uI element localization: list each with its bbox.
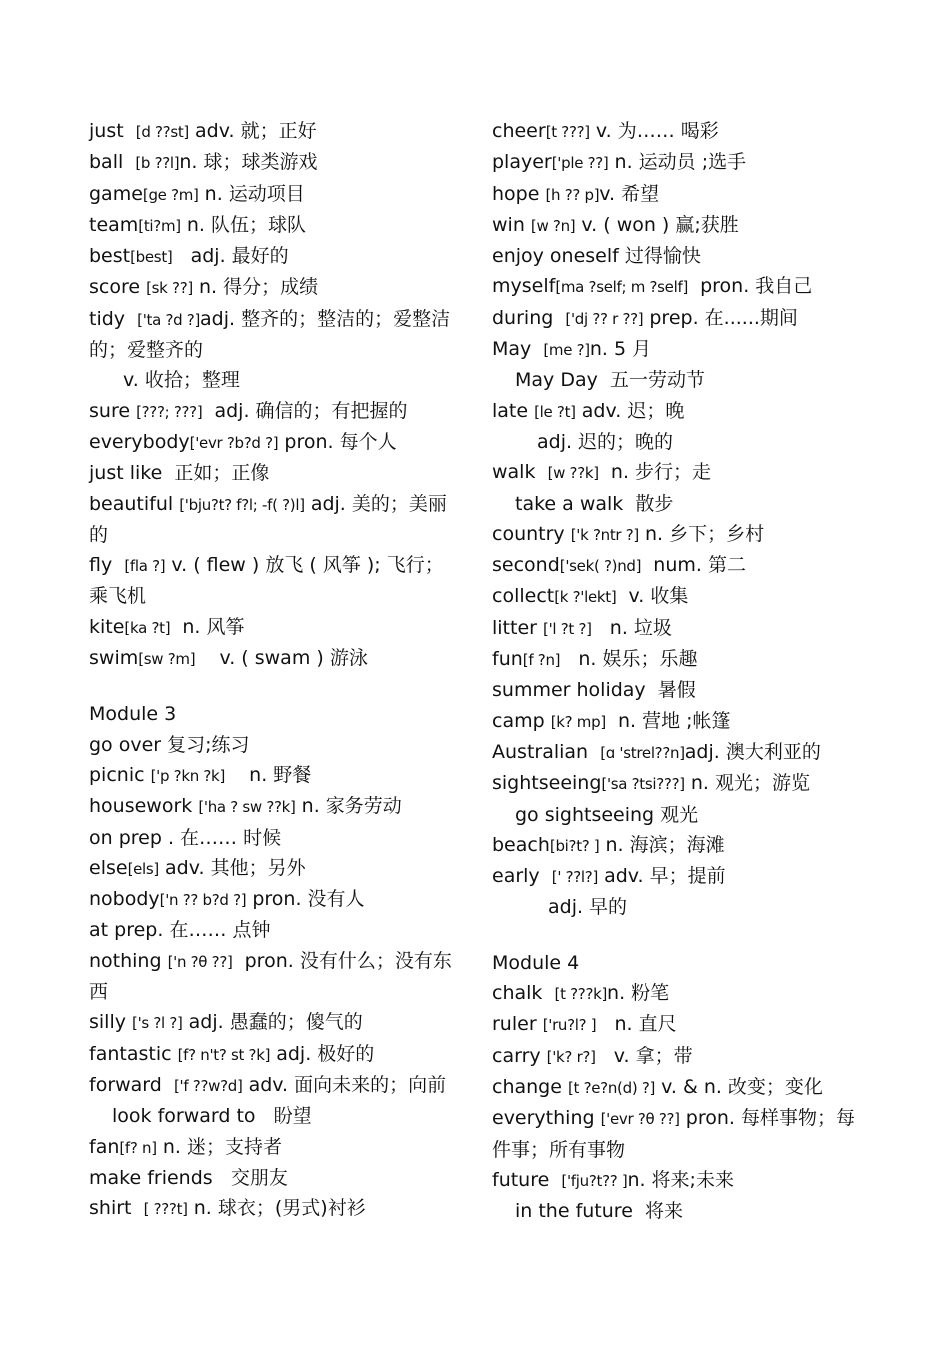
entry-ipa: [k ?'lekt] [554,588,617,607]
entry-meaning: pron. 我自己 [700,275,813,298]
entry-meaning: 过得愉快 [624,245,701,268]
entry-word: best [89,245,131,268]
entry-word: hope [492,182,540,205]
entry-meaning: n. 得分；成绩 [198,276,319,299]
entry-word: ruler [492,1013,537,1036]
entry-meaning: 盼望 [273,1105,312,1128]
entry-meaning: adv. 就；正好 [195,120,317,142]
entry-ipa: [w ??k] [547,464,599,483]
entry-meaning: prep. 在......期间 [649,306,798,329]
entry-word: Australian [492,740,589,763]
entry-word: fan [89,1135,120,1158]
vocab-entry [89,147,461,178]
entry-ipa: ['evr ?θ ??] [600,1110,680,1129]
section-gap [492,923,864,948]
entry-meaning: adj. 确信的；有把握的 [214,399,408,422]
entry-word: in the future [515,1200,633,1223]
entry-meaning: n. 球衣；(男式)衬衫 [193,1197,366,1220]
entry-ipa: [ɑ 'strel??n] [600,743,685,762]
entry-meaning: adv. 早；提前 [604,865,726,888]
entry-meaning: adj. 澳大利亚的 [684,740,821,763]
vocab-entry [492,550,864,581]
entry-ipa: ['ru?l? ] [542,1016,597,1035]
vocab-entry [492,581,864,612]
entry-word: myself [492,275,556,298]
entry-word: just [89,120,124,142]
entry-meaning: 散步 [635,492,674,515]
vocab-entry [89,396,461,427]
entry-meaning: adv. 迟；晚 [581,399,685,422]
vocab-entry [492,116,864,147]
vocab-entry [89,1101,461,1131]
entry-word: during [492,306,554,329]
entry-ipa: ['n ?θ ??] [167,952,233,971]
vocab-entry [492,1041,864,1072]
entry-word: go over [89,733,162,756]
vocab-entry [89,304,461,366]
vocab-entry [89,210,461,241]
vocab-entry [492,427,864,457]
vocab-entry [492,675,864,705]
entry-word: take a walk [515,492,624,515]
vocab-entry [89,730,461,760]
entry-meaning: adj. 极好的 [276,1042,375,1065]
entry-meaning: adj. 美的；美丽的 [89,492,447,546]
entry-word: game [89,182,143,205]
vocab-entry [492,396,864,427]
entry-ipa: ['l ?t ?] [543,619,592,638]
entry-meaning: n. 野餐 [249,763,312,786]
right-column [492,116,864,1226]
entry-meaning: v. 希望 [599,182,660,205]
entry-meaning: v. 收拾；整理 [123,369,240,392]
entry-meaning: num. 第二 [653,554,746,577]
vocab-entry [492,1196,864,1226]
entry-meaning: n. 运动员 ;选手 [614,151,747,174]
entry-word: forward [89,1073,162,1096]
vocab-entry [89,427,461,458]
entry-ipa: [best] [130,248,173,267]
entry-meaning: pron. 没有人 [252,888,365,911]
entry-meaning: v. ( won ) 赢;获胜 [581,213,739,236]
entry-word: ball [89,151,124,174]
entry-ipa: [bi?t? ] [549,836,600,855]
entry-word: enjoy oneself [492,245,619,268]
entry-word: tidy [89,307,126,330]
vocab-entry [89,1070,461,1101]
entry-ipa: [t ?e?n(d) ?] [567,1078,656,1097]
entry-ipa: [sk ??] [146,279,193,298]
vocab-entry [492,303,864,334]
entry-word: look forward to [112,1105,256,1128]
module-4-heading: Module 4 [492,951,580,974]
entry-ipa: ['n ?? b?d ?] [159,891,247,910]
vocab-entry [492,978,864,1009]
entry-ipa: ['dj ?? r ??] [565,309,644,328]
entry-meaning: adv. 面向未来的；向前 [248,1073,447,1096]
entry-ipa: [???; ???] [136,402,203,421]
vocab-entry [89,760,461,791]
vocab-entry [89,1039,461,1070]
entry-meaning: adv. 其他；另外 [165,856,306,879]
entry-word: nothing [89,949,162,972]
vocab-entry [89,612,461,643]
entry-meaning: pron. 每个人 [284,430,397,453]
entry-ipa: [b ??l] [135,154,180,173]
vocab-entry [492,1009,864,1040]
entry-ipa: ['f ??w?d] [173,1076,243,1095]
entry-meaning: v. ( swam ) 游泳 [219,647,368,670]
entry-meaning: 将来 [644,1200,683,1223]
vocab-entry [89,946,461,1008]
vocab-entry [89,884,461,915]
entry-meaning: n. 直尺 [614,1013,677,1036]
entry-ipa: [fla ?] [124,557,166,576]
entry-meaning: n. 球；球类游戏 [179,151,318,174]
entry-meaning: n. 风筝 [182,615,245,638]
vocab-entry [89,791,461,822]
entry-word: beach [492,833,550,856]
entry-word: carry [492,1044,541,1067]
entry-ipa: ['s ?l ?] [132,1014,183,1033]
entry-meaning: adj. 整齐的；整洁的；爱整洁的；爱整齐的 [89,307,451,362]
entry-word: fantastic [89,1042,172,1065]
entry-ipa: ['p ?kn ?k] [150,766,225,785]
entry-ipa: [t ???] [545,123,590,141]
entry-word: country [492,522,565,545]
entry-word: score [89,276,141,299]
entry-meaning: n. 海滨；海滩 [605,833,725,856]
entry-ipa: [ka ?t] [124,618,171,637]
entry-ipa: [' ??l?] [551,868,599,887]
entry-word: sure [89,399,131,422]
vocab-entry [492,706,864,737]
entry-meaning: 复习;练习 [167,733,250,756]
vocab-entry [492,737,864,768]
entry-word: win [492,213,525,236]
entry-word: walk [492,461,536,484]
entry-ipa: [d ??st] [135,123,189,141]
vocab-entry [89,241,461,272]
entry-meaning: n. 队伍；球队 [186,213,306,236]
entry-meaning: v. 拿；带 [613,1044,693,1067]
entry-meaning: pron. 每样事物；每件事；所有事物 [492,1107,855,1161]
vocab-entry [89,1132,461,1163]
entry-word: early [492,865,540,888]
entry-word: late [492,399,529,422]
vocab-entry [492,457,864,488]
entry-ipa: [le ?t] [534,402,576,421]
vocab-entry [89,489,461,551]
vocab-entry [492,210,864,241]
entry-word: shirt [89,1197,132,1220]
vocab-entry [492,1103,864,1165]
entry-meaning: pron. 没有什么；没有东西 [89,949,452,1004]
entry-word: silly [89,1011,126,1034]
vocab-entry [492,147,864,178]
entry-ipa: ['k ?ntr ?] [570,525,639,544]
entry-meaning: 观光 [660,803,699,826]
entry-ipa: [sw ?m] [138,650,196,669]
vocab-entry [89,458,461,488]
entry-ipa: ['fju?t?? ] [561,1171,628,1190]
entry-ipa: ['k? r?] [546,1047,596,1066]
entry-word: player [492,151,552,174]
vocab-entry [89,915,461,945]
vocab-entry [89,823,461,853]
vocab-entry [492,644,864,675]
entry-meaning: n. 观光；游览 [690,772,810,795]
entry-meaning: 五一劳动节 [609,369,705,392]
entry-word: else [89,856,128,879]
entry-word: kite [89,615,125,638]
vocab-entry [492,613,864,644]
entry-word: cheer [492,120,546,142]
entry-ipa: [ti?m] [138,216,181,235]
entry-meaning: v. & n. 改变；变化 [661,1075,823,1098]
entry-ipa: [els] [127,859,159,878]
vocab-entry [89,179,461,210]
entry-ipa: [me ?] [543,341,590,360]
entry-word: change [492,1075,562,1098]
entry-word: just like [89,462,163,485]
entry-word: make friends [89,1166,213,1189]
entry-meaning: n. 娱乐；乐趣 [578,648,698,671]
left-column [89,116,461,1224]
entry-meaning: n. 迷；支持者 [162,1135,282,1158]
entry-meaning: adj. 愚蠢的；傻气的 [188,1011,363,1034]
vocab-entry [89,853,461,884]
vocab-entry [89,550,461,612]
entry-word: future [492,1168,550,1191]
entry-meaning: n. 运动项目 [204,182,305,205]
entry-word: on prep . [89,826,174,849]
entry-word: litter [492,616,537,639]
entry-meaning: v. ( flew ) 放飞 ( 风筝 ); 飞行；乘飞机 [89,554,444,608]
entry-word: beautiful [89,492,174,515]
entry-meaning: v. 收集 [628,585,689,608]
entry-ipa: ['ha ? sw ??k] [198,798,296,817]
entry-ipa: [ma ?self; m ?self] [555,278,688,297]
entry-word: nobody [89,888,160,911]
vocab-entry [492,241,864,271]
entry-word: May Day [515,369,598,392]
entry-meaning: 在…… 时候 [180,826,282,849]
entry-meaning: 交朋友 [230,1166,288,1189]
entry-ipa: [h ?? p] [545,185,600,204]
entry-ipa: [t ???k] [554,985,608,1004]
module-3-heading: Module 3 [89,703,177,726]
entry-word: at prep. [89,919,164,942]
vocab-entry [492,334,864,365]
entry-meaning: v. 为…… 喝彩 [595,120,719,142]
entry-ipa: [ ???t] [143,1200,188,1219]
entry-ipa: ['sa ?tsi???] [601,775,685,794]
vocab-entry [492,1165,864,1196]
vocab-entry [492,365,864,395]
entry-meaning: adj. 迟的；晚的 [537,430,674,453]
vocab-entry [89,365,461,395]
entry-meaning: n. 5 月 [589,338,652,361]
entry-meaning: n. 乡下；乡村 [645,522,765,545]
entry-ipa: [f ?n] [522,651,561,670]
vocab-entry [492,519,864,550]
vocab-entry [492,830,864,861]
vocab-entry [492,271,864,302]
entry-ipa: ['sek( ?)nd] [559,557,642,576]
entry-word: fun [492,648,523,671]
entry-word: fly [89,554,113,577]
entry-word: team [89,213,139,236]
entry-meaning: n. 粉笔 [607,982,670,1005]
entry-ipa: ['ple ??] [551,154,609,173]
vocab-entry [89,272,461,303]
vocab-entry [492,861,864,892]
entry-meaning: n. 将来;未来 [627,1168,734,1191]
entry-word: chalk [492,982,543,1005]
entry-ipa: [k? mp] [550,712,606,731]
entry-word: second [492,554,560,577]
entry-meaning: 暑假 [657,679,696,702]
entry-meaning: n. 垃圾 [609,616,672,639]
entry-meaning: n. 家务劳动 [301,795,402,818]
vocab-entry [492,800,864,830]
entry-ipa: [ge ?m] [142,185,199,204]
entry-ipa: ['evr ?b?d ?] [189,433,279,452]
entry-word: sightseeing [492,772,602,795]
entry-meaning: 正如；正像 [174,462,270,485]
vocab-entry [492,892,864,922]
entry-word: go sightseeing [515,803,655,826]
vocab-entry [89,116,461,147]
entry-ipa: ['bju?t? f?l; -f( ?)l] [179,495,305,514]
entry-word: summer holiday [492,679,646,702]
vocab-entry [492,1072,864,1103]
entry-word: collect [492,585,555,608]
entry-word: May [492,338,532,361]
vocab-entry [89,1163,461,1193]
entry-word: housework [89,795,193,818]
vocab-entry [492,179,864,210]
vocab-entry [492,768,864,799]
section-gap [89,674,461,699]
entry-meaning: 在…… 点钟 [169,919,271,942]
entry-word: picnic [89,763,145,786]
entry-meaning: n. 营地 ;帐篷 [617,709,731,732]
entry-meaning: n. 步行；走 [610,461,712,484]
entry-meaning: adj. 最好的 [190,245,289,268]
entry-word: camp [492,709,545,732]
entry-word: everything [492,1107,595,1130]
entry-word: everybody [89,430,190,453]
vocab-entry [89,643,461,674]
entry-ipa: ['ta ?d ?] [137,310,201,329]
entry-meaning: adj. 早的 [548,896,628,919]
vocab-entry [89,1193,461,1224]
entry-ipa: [f? n't? st ?k] [177,1045,271,1064]
entry-word: swim [89,647,139,670]
entry-ipa: [w ?n] [530,216,576,235]
vocab-entry [492,489,864,519]
vocab-entry [89,1007,461,1038]
entry-ipa: [f? n] [119,1138,157,1157]
